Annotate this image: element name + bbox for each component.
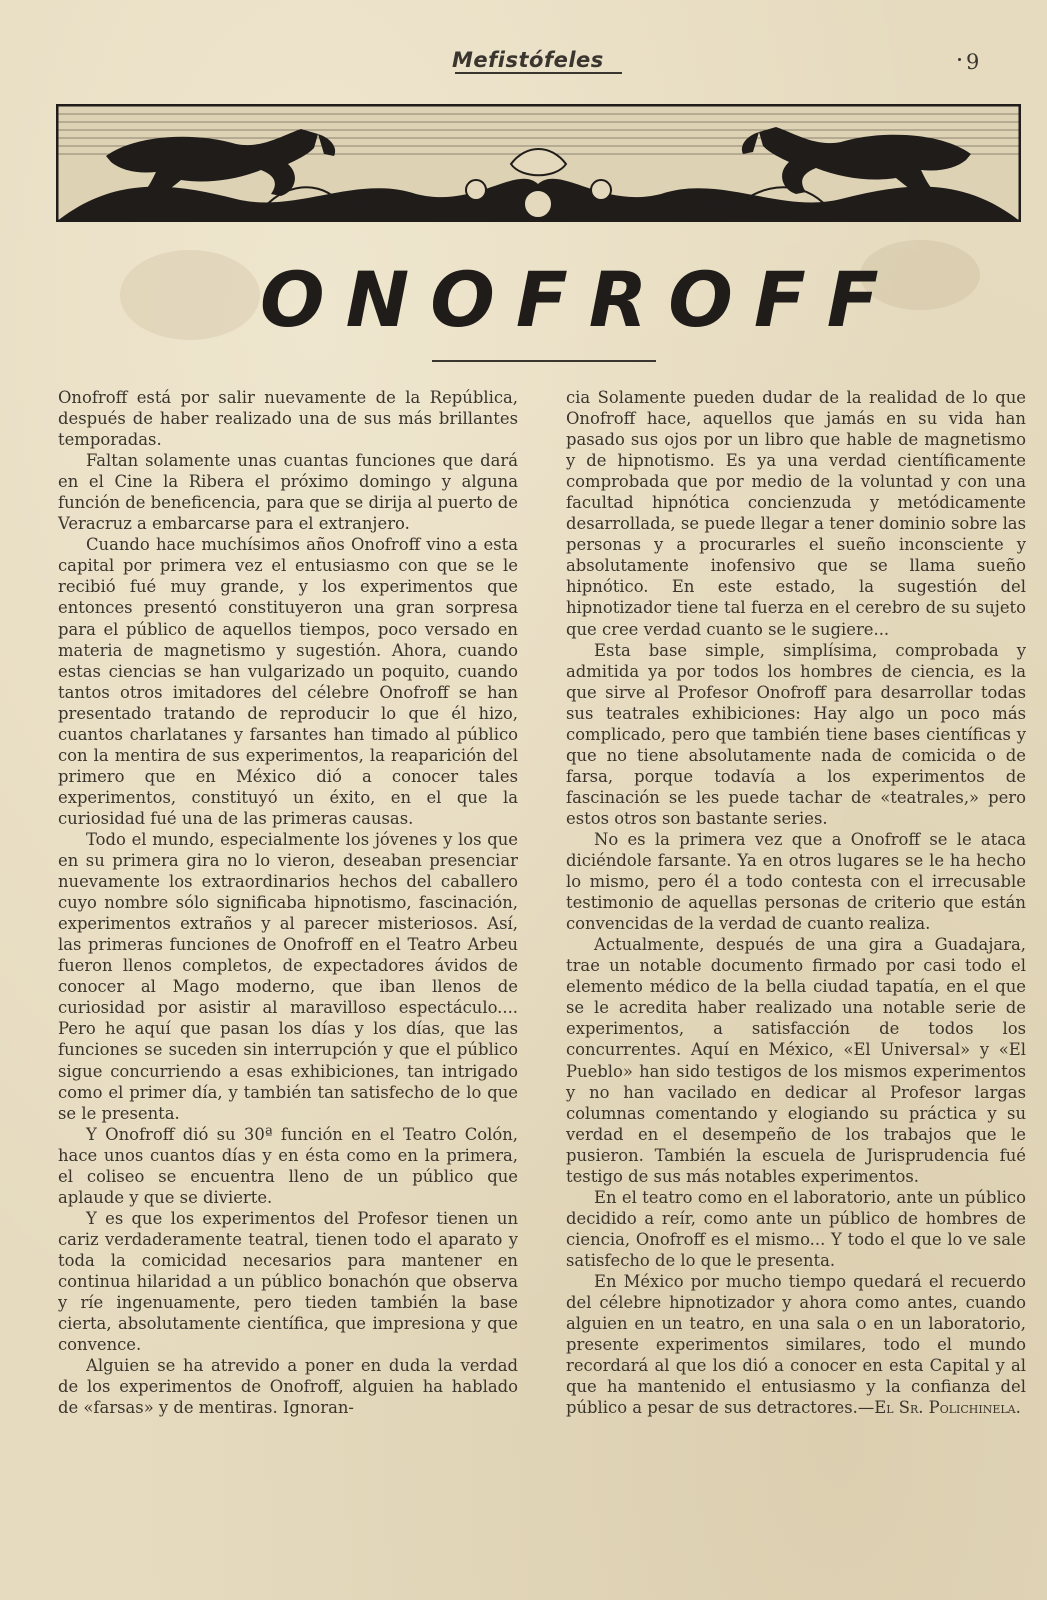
paragraph: Y Onofroff dió su 30ª función en el Teatro Colón, hace unos cuantos días y en ésta como en la primera, el coliseo se encuentra lleno de un público que aplaude y que se divierte. bbox=[58, 1124, 518, 1207]
article-title: ONOFROFF bbox=[260, 255, 900, 344]
title-rule bbox=[432, 360, 656, 362]
paragraph: En el teatro como en el laboratorio, ante un público decidido a reír, como ante un público de hombres de ciencia, Onofroff es el mismo... Y todo el que lo ve sale satisfecho de lo que le presenta. bbox=[566, 1187, 1026, 1270]
paragraph: Onofroff está por salir nuevamente de la República, después de haber realizado una de sus más brillantes temporadas. bbox=[58, 388, 518, 450]
running-head bbox=[0, 44, 1047, 74]
paragraph: En México por mucho tiempo quedará el recuerdo del célebre hipnotizador y ahora como antes, cuando alguien en un teatro, en una sala o en un laboratorio, presente experimentos similares, todo el mundo recordará al que los dió a conocer en esta Capital y al que ha mantenido el entusiasmo y la confianza del público a pesar de sus detractores. bbox=[566, 1271, 1026, 1418]
paragraph-with-signature bbox=[566, 1271, 1026, 1418]
paragraph: No es la primera vez que a Onofroff se le ataca diciéndole farsante. Ya en otros lugares se le ha hecho lo mismo, pero él a todo contesta con el irrecusable testimonio de aquellas personas de criterio que están convencidas de la verdad de cuanto realiza. bbox=[566, 829, 1026, 934]
author-signature: —El Sr. Polichinela. bbox=[857, 1398, 1021, 1418]
paragraph: Faltan solamente unas cuantas funciones que dará en el Cine la Ribera el próximo domingo y alguna función de beneficencia, para que se dirija al puerto de Veracruz a embarcarse para el extranjero. bbox=[58, 451, 518, 534]
header-rule bbox=[455, 72, 622, 74]
paper-stain bbox=[120, 250, 260, 340]
ornamental-dogs-vignette-icon bbox=[56, 104, 1021, 222]
paragraph: Esta base simple, simplísima, comprobada y admitida ya por todos los hombres de ciencia, es la que sirve al Profesor Onofroff para desarrollar todas sus teatrales exhibiciones: Hay algo un poco más complicado, pero que también tiene bases científicas y que no tiene absolutamente nada de comicida o de farsa, porque todavía a los experimentos de fascinación se les puede tachar de «teatrales,» pero estos otros son bastante series. bbox=[566, 640, 1026, 828]
paragraph: Cuando hace muchísimos años Onofroff vino a esta capital por primera vez el entusiasmo con que se le recibió fué muy grande, y los experimentos que entonces presentó constituyeron una gran sorpresa para el público de aquellos tiempos, poco versado en materia de magnetismo y sugestión. Ahora, cuando estas ciencias se han vulgarizado un poquito, cuando tantos otros imitadores del célebre Onofroff se han presentado tratando de reproducir lo que él hizo, cuantos charlatanes y farsantes han timado al público con la mentira de sus experimentos, la reaparición del primero que en México dió a conocer tales experimentos, constituyó un éxito, en el que la curiosidad fué una de las primeras causas. bbox=[58, 535, 518, 828]
paragraph: Y es que los experimentos del Profesor tienen un cariz verdaderamente teatral, tienen todo el aparato y toda la comicidad necesarios para mantener en continua hilaridad a un público bonachón que observa y ríe ingenuamente, pero tieden también la base cierta, absolutamente científica, que impresiona y que convence. bbox=[58, 1208, 518, 1355]
right-column bbox=[566, 387, 1026, 1418]
left-column bbox=[58, 387, 518, 1418]
paragraph: Actualmente, después de una gira a Guadajara, trae un notable documento firmado por casi todo el elemento médico de la bella ciudad tapatía, en el que se le acredita haber realizado una notable serie de experimentos, a satisfacción de todos los concurrentes. Aquí en México, «El Universal» y «El Pueblo» han sido testigos de los mismos experimentos y no han vacilado en dedicar al Profesor largas columnas comentando y elogiando su práctica y su verdad en el desempeño de los trabajos que le pusieron. También la escuela de Jurisprudencia fué testigo de sus más notables experimentos. bbox=[566, 935, 1026, 1186]
dot-glyph bbox=[958, 58, 961, 61]
paragraph: Alguien se ha atrevido a poner en duda la verdad de los experimentos de Onofroff, alguien ha hablado de «farsas» y de mentiras. Ignoran- bbox=[58, 1356, 518, 1418]
paragraph: Todo el mundo, especialmente los jóvenes y los que en su primera gira no lo vieron, deseaban presenciar nuevamente los extraordinarios hechos del caballero cuyo nombre sólo significaba hipnotismo, fascinación, experimentos extraños y al parecer misteriosos. Así, las primeras funciones de Onofroff en el Teatro Arbeu fueron llenos completos, de expectadores ávidos de conocer al Mago moderno, que iban llenos de curiosidad por asistir al maravilloso espectáculo.... Pero he aquí que pasan los días y los días, que las funciones se suceden sin interrupción y que el público sigue concurriendo a esas exhibiciones, tan intrigado como el primer día, y también tan satisfecho de lo que se le presenta. bbox=[58, 829, 518, 1123]
paragraph: cia Solamente pueden dudar de la realidad de lo que Onofroff hace, aquellos que jamás en su vida han pasado sus ojos por un libro que hable de magnetismo y de hipnotismo. Es ya una verdad científicamente comprobada que por medio de la voluntad y con una facultad hipnótica concienzuda y metódicamente desarrollada, se puede llegar a tener dominio sobre las personas y a procurarles el sueño inconsciente y absolutamente inofensivo que se llama sueño hipnótico. En este estado, la sugestión del hipnotizador tiene tal fuerza en el cerebro de su sujeto que cree verdad cuanto se le sugiere... bbox=[566, 388, 1026, 639]
magazine-name: Mefistófeles bbox=[452, 48, 604, 72]
page-number: 9 bbox=[966, 50, 980, 74]
